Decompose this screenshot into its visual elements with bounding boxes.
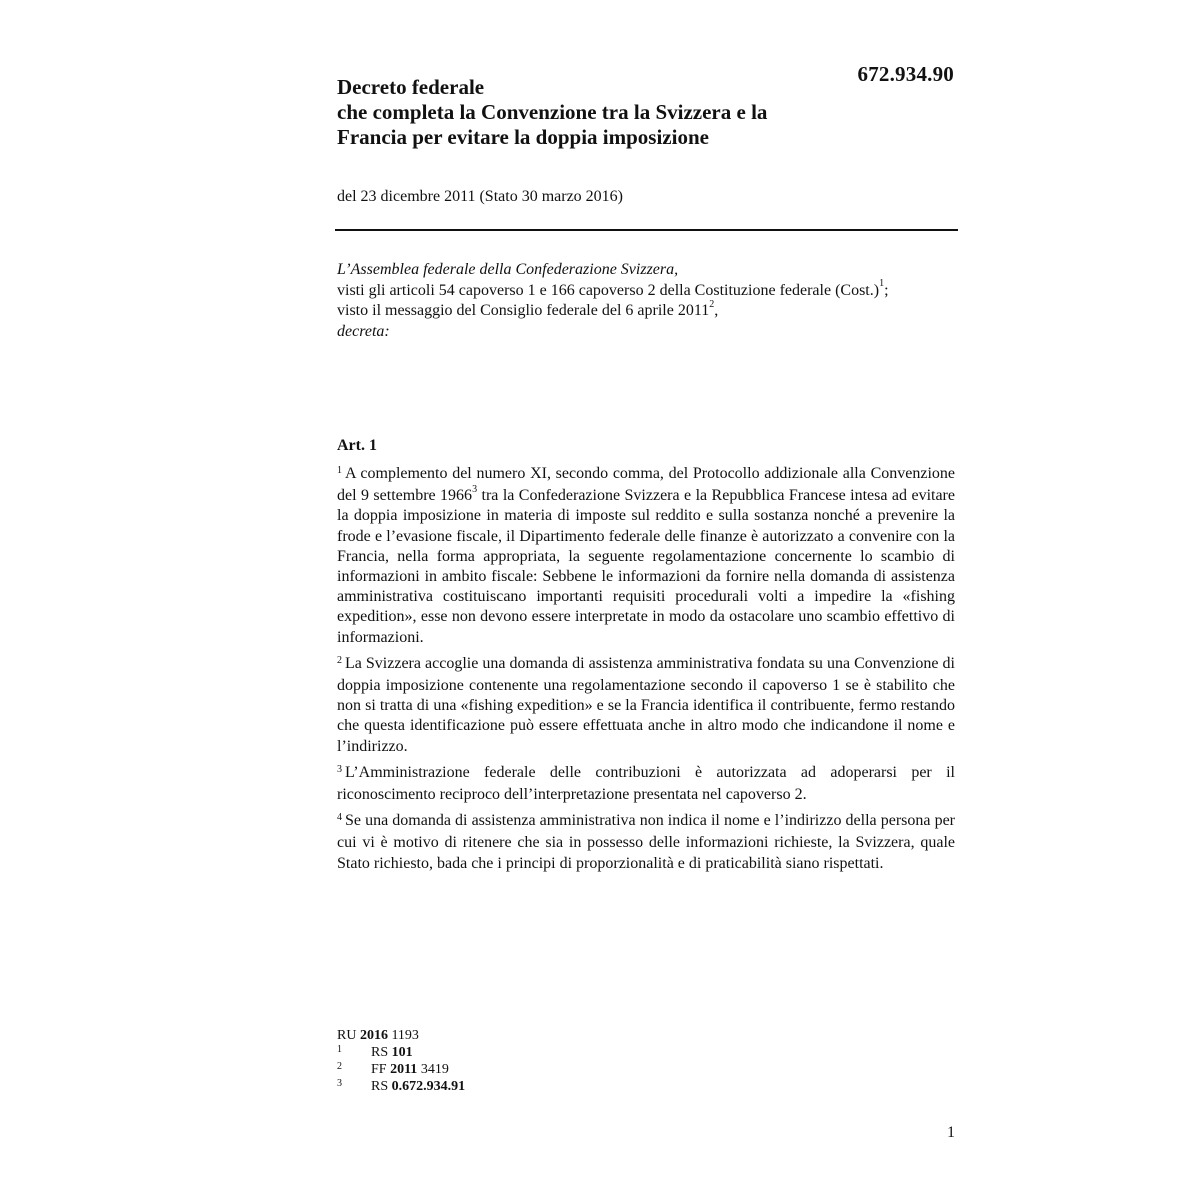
article-heading: Art. 1 [337, 437, 377, 454]
paragraph-text: A complemento del numero XI, secondo comma, del Protocollo addizionale alla Convenzione del 9 settembre 1966 [337, 465, 955, 505]
footnote-mark: 3 [337, 1078, 342, 1089]
article-paragraph [337, 464, 955, 648]
preamble-assembly: L’Assemblea federale della Confederazione Svizzera, [337, 261, 679, 278]
document-title [337, 75, 897, 150]
paragraph-text: La Svizzera accoglie una domanda di assistenza amministrativa fondata su una Convenzione di doppia imposizione contenente una regolamentazione secondo il capoverso 1 se è stabilito che non si tratta di una «fishing expedition» e se la Francia identifica il contribuente, fermo restando che questa identificazione può essere effettuata anche in altro modo che indicandone il nome e l’indirizzo. [337, 654, 955, 755]
footnote-item [337, 1044, 737, 1061]
sr-number: 672.934.90 [857, 62, 954, 86]
article-paragraph [337, 763, 955, 805]
paragraph-number: 3 [337, 763, 342, 775]
footnote-ref[interactable]: 3 [472, 483, 478, 495]
paragraph-text-cont: tra la Confederazione Svizzera e la Repubblica Francese intesa ad evitare la doppia imposizione in materia di imposte sul reddito e sulla sostanza nonché a prevenire la frode e l’evasione fiscale, il Dipartimento federale delle finanze è autorizzato a convenire con la Francia, nella forma appropriata, la seguente regolamentazione concernente lo scambio di informazioni in ambito fiscale: Sebbene le informazioni da fornire nella domanda di assistenza amministrativa costituiscano importanti requisiti procedurali volti a impedire la «fishing expedition», esse non devono essere interpretate in modo da ostacolare uno scambio effettivo di informazioni. [337, 487, 955, 646]
page-number: 1 [947, 1124, 955, 1141]
title-line: che completa la Convenzione tra la Svizzera e la [337, 100, 768, 124]
footnote-suffix: 3419 [417, 1062, 449, 1077]
footnote-item [337, 1078, 737, 1095]
footnote-link[interactable]: 2011 [390, 1062, 418, 1077]
footnote-prefix: RS [371, 1079, 392, 1094]
article-body [337, 464, 955, 880]
footnote-link[interactable]: 0.672.934.91 [391, 1079, 466, 1094]
paragraph-number: 2 [337, 654, 342, 666]
footnote-link[interactable]: 101 [391, 1045, 413, 1060]
ru-year: 2016 [359, 1028, 388, 1043]
footnote-prefix: FF [371, 1062, 391, 1077]
footnote-mark: 1 [337, 1044, 342, 1055]
date-status-line: del 23 dicembre 2011 (Stato 30 marzo 2016) [337, 188, 623, 205]
title-line: Decreto federale [337, 75, 485, 99]
preamble-visti-end: ; [884, 281, 889, 299]
footnotes [337, 1027, 737, 1095]
preamble [337, 260, 957, 342]
article-paragraph [337, 811, 955, 874]
paragraph-number: 1 [337, 465, 342, 476]
paragraph-number: 4 [337, 812, 342, 824]
paragraph-text: Se una domanda di assistenza amministrativa non indica il nome e l’indirizzo della persona per cui vi è motivo di ritenere che sia in possesso delle informazioni richieste, la Svizzera, quale Stato richiesto, bada che i principi di proporzionalità e di praticabilità siano rispettati. [337, 812, 955, 872]
preamble-visto-text: visto il messaggio del Consiglio federale del 6 aprile 2011 [337, 302, 710, 319]
footnote-item [337, 1061, 737, 1078]
preamble-visti-text: visti gli articoli 54 capoverso 1 e 166 capoverso 2 della Costituzione federale (Cost.) [337, 281, 880, 299]
preamble-decreta: decreta: [337, 322, 390, 340]
footnote-prefix: RS [371, 1045, 392, 1060]
header-divider [335, 229, 958, 231]
preamble-visti [337, 278, 957, 301]
paragraph-text: L’Amministrazione federale delle contribuzioni è autorizzata ad adoperarsi per il riconoscimento reciproco dell’interpretazione presentata nel capoverso 2. [337, 763, 955, 804]
preamble-visto-end: , [714, 302, 719, 319]
ru-reference [337, 1027, 737, 1044]
preamble-visto [337, 298, 957, 321]
article-paragraph [337, 654, 955, 757]
title-line: Francia per evitare la doppia imposizione [337, 125, 709, 149]
footnote-ref[interactable]: 1 [879, 278, 885, 290]
footnote-ref[interactable]: 2 [709, 298, 715, 310]
footnote-mark: 2 [337, 1061, 342, 1072]
ru-page: 1193 [387, 1028, 419, 1043]
ru-prefix: RU [337, 1028, 360, 1043]
